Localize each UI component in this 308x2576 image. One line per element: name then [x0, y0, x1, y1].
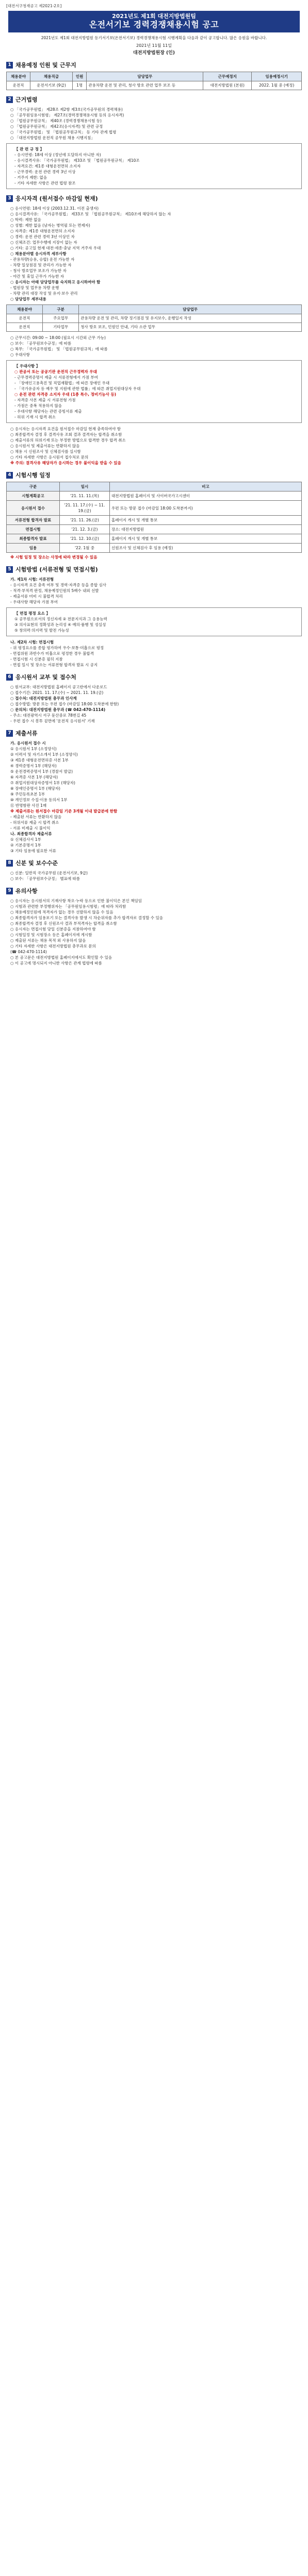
table-cell: 면접시험 [7, 525, 60, 534]
section-9 [6, 887, 302, 966]
box-title: 【 관 련 규 정 】 [14, 147, 44, 151]
body-line: ○ 응시자는 응시원서의 기재사항 착오·누락 등으로 인한 불이익은 본인 책임임 [10, 899, 142, 903]
table-cell: 운전직 [7, 314, 43, 323]
col-header: 채용직급 [30, 72, 73, 81]
box-line: ③ 의사표현의 정확성과 논리성 ④ 예의·품행 및 성실성 [14, 622, 106, 627]
doc-header-note: [대전서구청재공고 제2021-2호] [6, 4, 62, 8]
table-cell: 운전서기보 (9급) [30, 81, 73, 90]
col-header: 채용분야 [7, 305, 43, 314]
body-line: - 제출서류 미비 시 불합격 처리 [10, 594, 63, 599]
box-title: 【 면접 평정 요소 】 [14, 611, 50, 616]
body-line: ① 신체검사서 1부 [10, 837, 41, 842]
section-title: 응시원서 교부 및 접수처 [15, 674, 76, 681]
section-number: 8 [6, 860, 13, 867]
body-line: - 허위서류 제출 시 합격 취소 [10, 820, 59, 825]
box-line: - 우대사항 해당자는 관련 증빙서류 제출 [14, 409, 82, 414]
body-line: - 청사 방호업무 보조가 가능한 자 [10, 268, 67, 273]
box-title: 【 우대사항 】 [14, 364, 40, 368]
body-line: ○ 「국가공무원법」 제28조 제2항 제3호(국가공무원의 경력채용) [10, 107, 123, 112]
announcement-date: 2021년 11월 11일 [136, 43, 172, 48]
body-line: ○ 제출된 서류는 채용 목적 외 사용하지 않음 [10, 938, 86, 943]
section-title: 채용예정 인원 및 근무지 [15, 62, 76, 69]
body-line: ○ 우대사항 [10, 352, 30, 357]
box-line: - 가점은 중복 적용하지 않음 [14, 403, 62, 408]
body-line: - 면접시험 시 신분증 필히 지참 [10, 657, 63, 662]
body-line: ○ 원서교부: 대전지방법원 홈페이지 공고란에서 다운로드 [10, 685, 107, 689]
title-line-2: 온전서기보 경력경쟁채용시험 공고 [89, 20, 219, 29]
body-line: - 우대사항 해당자 가점 부여 [10, 600, 58, 604]
body-line: ○ 복무: 「국가공무원법」 및 「법원공무원규칙」에 따름 [10, 347, 108, 351]
table-cell: 주요업무 [43, 314, 79, 323]
section-number: 4 [6, 472, 13, 479]
table-row [7, 544, 302, 553]
table-cell: 대전지방법원 홈페이지 및 사이버국가고시센터 [110, 492, 302, 501]
section-title: 시험시행 일정 [15, 472, 51, 479]
table-cell: 운전직 [7, 81, 30, 90]
box-line: - 자격요건: 제1종 대형운전면허 소지자 [14, 164, 81, 168]
body-line: ○ 접수처: 대전지방법원 총무과 인사계 [10, 696, 77, 701]
body-line: ○ 신분: 일반직 국가공무원 (운전서기보, 9급) [10, 871, 88, 875]
body-line: ⑧ 장애인증명서 1부 (해당자) [10, 786, 60, 791]
body-line: ○ 본 공고문은 대전지방법원 홈페이지에서도 확인할 수 있음 [10, 955, 112, 960]
body-line: ○ 접수방법: 방문 또는 우편 접수 (마감일 18:00 도착분에 한함) [10, 702, 119, 706]
body-line: 가. 응시원서 접수 시 [10, 741, 46, 745]
table-row [7, 534, 302, 544]
table-row [7, 516, 302, 525]
body-line: ○ 「대전지방법원 운전직 공무원 채용 시행지침」 [10, 135, 95, 140]
body-line: ○ 채용예정인원에 적격자가 없는 경우 선발하지 않을 수 있음 [10, 910, 114, 914]
body-line: ⑨ 주민등록초본 1부 [10, 792, 45, 796]
table-cell: 관용차량 운전 및 관리, 청사 방호 관련 업무 보조 등 [87, 81, 203, 90]
recruitment-table [6, 72, 302, 90]
box-line: ⑤ 창의력·의지력 및 발전 가능성 [14, 628, 69, 633]
table-cell: '22. 1월 중 [60, 544, 110, 553]
section-4 [6, 471, 302, 560]
title-banner [8, 11, 300, 32]
body-line: - 주소: 대전광역시 서구 둔산중로 78번길 45 [10, 713, 87, 718]
section-number: 3 [6, 195, 13, 202]
table-cell: 관용차량 운전 및 관리, 차량 정기점검 및 유지보수, 운행일지 작성 [79, 314, 302, 323]
col-header: 일시 [60, 482, 110, 492]
body-line: ⑥ 자격증 사본 1부 (해당자) [10, 775, 58, 779]
body-line: - 법원장 및 업무용 차량 운행 [10, 285, 59, 290]
table-row [7, 501, 302, 516]
table-cell: 시험계획공고 [7, 492, 60, 501]
box-line: - 응시연령: 18세 이상 (정년에 도달하지 아니한 자) [14, 152, 101, 157]
body-line: - 면접 일시 및 장소는 서류전형 합격자 발표 시 공지 [10, 663, 98, 667]
box-line: - 「국가유공자 등 예우 및 지원에 관한 법률」에 따른 취업지원대상자 우대 [14, 386, 141, 391]
body-line: ○ 응시자는 면접시험 당일 신분증을 지참하여야 함 [10, 927, 96, 931]
body-line: 나. 최종합격자 제출서류 [10, 832, 52, 836]
body-line: ○ 보수: 「공무원보수규정」 별표에 따름 [10, 876, 80, 881]
body-line: - 면접위원 과반수가 미흡으로 평정한 경우 불합격 [10, 651, 94, 656]
body-line: ○ 담당업무 세부내용 [10, 297, 46, 301]
body-line: (☎ 042-470-1114) [10, 950, 47, 954]
body-line: ○ 최종합격자가 임용포기 또는 결격사유 발생 시 차순위자를 추가 합격자로 결정할 수 있음 [10, 916, 163, 920]
body-line: ○ 「국가공무원법」 및 「법원공무원규칙」 등 기타 관계 법령 [10, 130, 117, 134]
section-number: 6 [6, 674, 13, 681]
section-title: 제출서류 [15, 730, 38, 737]
col-header: 담당업무 [79, 305, 302, 314]
body-line: ○ 「법원공무원규칙」 제42조(응시자격) 및 관련 규정 [10, 124, 103, 129]
table-cell: 기타업무 [43, 323, 79, 332]
col-header: 비고 [110, 482, 302, 492]
table-cell: '21. 11. 26.(금) [60, 516, 110, 525]
table-cell: 홈페이지 게시 및 개별 통보 [110, 534, 302, 544]
body-line: ○ 보수: 「공무원보수규정」에 따름 [10, 341, 72, 346]
section-title: 응시자격 (원서접수 마감일 현재) [15, 195, 98, 202]
body-line: 나. 제2차 시험: 면접시험 [10, 640, 54, 645]
body-line: - 우편 접수 시 봉투 겉면에 '운전직 응시원서' 기재 [10, 719, 95, 723]
section-number: 2 [6, 96, 13, 103]
box-line: ○ 운전 관련 자격증 소지자 우대 (1종 특수, 정비기능사 등) [14, 392, 117, 397]
box-line: - 「장애인고용촉진 및 직업재활법」에 따른 장애인 우대 [14, 381, 110, 385]
table-cell: 1명 [72, 81, 87, 90]
table-cell: 최종합격자 발표 [7, 534, 60, 544]
body-line: ○ 자격증: 제1종 대형운전면허 소지자 [10, 229, 75, 233]
announcing-organization: 대전지방법원장 (인) [133, 50, 175, 56]
section-number: 5 [6, 566, 13, 573]
body-line: ○ 이 공고에 명시되지 아니한 사항은 관계 법령에 따름 [10, 961, 102, 965]
body-line: ※ 제출서류는 원서접수 마감일 기준 3개월 이내 발급분에 한함 [10, 809, 118, 814]
body-line: ② 기본증명서 1부 [10, 843, 41, 848]
table-cell: '21. 12. 10.(금) [60, 534, 110, 544]
body-line: ⑪ 반명함판 사진 1매 [10, 803, 47, 808]
body-line: ③ 제1종 대형운전면허증 사본 1부 [10, 758, 69, 762]
box-line: ① 공무원으로서의 정신자세 ② 전문지식과 그 응용능력 [14, 617, 107, 621]
table-cell: 응시원서 접수 [7, 501, 60, 516]
table-row [7, 525, 302, 534]
body-line: ○ 근무시간: 09:00 ~ 18:00 (필요시 시간외 근무 가능) [10, 335, 106, 340]
body-line: ○ 기타 자세한 사항은 응시원서 접수처로 문의 [10, 455, 89, 460]
body-line: - 관용차량(승용, 승합) 운전 가능한 자 [10, 257, 75, 262]
qualification-box [6, 143, 302, 189]
section-1 [6, 61, 302, 90]
body-line: - 서류 미제출 시 불이익 [10, 826, 51, 831]
table-cell: '21. 11. 11.(목) [60, 492, 110, 501]
table-cell: 청사 방호 보조, 민원인 안내, 기타 소관 업무 [79, 323, 302, 332]
section-7 [6, 729, 302, 854]
body-line: ○ 응시결격사유: 「국가공무원법」 제33조 및 「법원공무원규칙」 제10조에 해당하지 않는 자 [10, 212, 171, 216]
col-header: 근무예정지 [203, 72, 252, 81]
section-3 [6, 194, 302, 466]
body-line: ○ 접수기간: 2021. 11. 17.(수) ~ 2021. 11. 19.(금) [10, 690, 104, 695]
body-line: ※ 주의: 결격사유 해당자가 응시하는 경우 불이익을 받을 수 있음 [10, 461, 121, 465]
body-line: ○ 최종합격자 결정 후 신원조사 결과 부적격자는 합격을 취소함 [10, 921, 117, 926]
body-line: ○ 최종합격자 결정 후 결격사유 조회 결과 결격자는 합격을 취소함 [10, 432, 122, 437]
schedule-note: ※ 시험 일정 및 장소는 사정에 따라 변경될 수 있음 [10, 555, 98, 560]
body-line: ⑤ 운전경력증명서 1부 (경찰서 발급) [10, 769, 73, 774]
body-line: ○ 기타 자세한 사항은 대전지방법원 총무과로 문의 [10, 944, 96, 948]
body-line: - 야간 및 휴일 근무가 가능한 자 [10, 274, 64, 279]
title-line-1: 2021년도 제1회 대전지방법원팀 [112, 13, 196, 20]
table-cell: '21. 12. 3.(금) [60, 525, 110, 534]
body-line: ○ 응시연령: 18세 이상 (2003.12.31. 이전 출생자) [10, 206, 99, 211]
body-line: - 차량 일상점검 및 관리가 가능한 자 [10, 263, 72, 267]
body-line: ⑩ 개인정보 수집·이용 동의서 1부 [10, 798, 68, 802]
body-line: ○ 응시자는 아래 담당업무를 숙지하고 응시하여야 함 [10, 280, 101, 284]
body-line: - 제출된 서류는 반환하지 않음 [10, 815, 62, 819]
body-line: ⑦ 취업지원대상자증명서 1부 (해당자) [10, 781, 75, 785]
body-line: ○ 응시자는 응시자격 요건을 원서접수 마감일 현재 충족하여야 함 [10, 427, 121, 431]
body-line: ② 이력서 및 자기소개서 1부 (소정양식) [10, 752, 78, 757]
section-5 [6, 565, 302, 668]
body-line: ○ 성별: 제한 없음 (남자는 병역필 또는 면제자) [10, 223, 90, 228]
body-line: ○ 시험과 관련한 부정행위자는 「공무원임용시험령」에 따라 처리함 [10, 904, 126, 909]
body-line: - 응시자격 요건 충족 여부 및 경력·자격증 등을 종합 심사 [10, 583, 106, 587]
section-number: 9 [6, 888, 13, 894]
col-header: 구분 [7, 482, 60, 492]
table-cell: 홈페이지 게시 및 개별 통보 [110, 516, 302, 525]
table-row [7, 323, 302, 332]
box-line: - 거주지 제한: 없음 [14, 175, 47, 180]
body-line: ① 응시원서 1부 (소정양식) [10, 747, 57, 751]
section-title: 근거법령 [15, 96, 38, 103]
col-header: 담당업무 [87, 72, 203, 81]
box-line: - 근무경력: 운전 관련 경력 3년 이상 [14, 170, 76, 174]
box-line: - 허위 기재 시 합격 취소 [14, 415, 56, 419]
col-header: 인원 [72, 72, 87, 81]
table-cell: 우편 또는 방문 접수 (마감일 18:00 도착분까지) [110, 501, 302, 516]
section-title: 신분 및 보수수준 [15, 860, 58, 867]
col-header: 구분 [43, 305, 79, 314]
preference-box [6, 360, 302, 423]
section-number: 7 [6, 730, 13, 737]
box-line: - 기타 자세한 사항은 관련 법령 참조 [14, 181, 76, 185]
section-title: 시험방법 (서류전형 및 면접시험) [15, 566, 98, 573]
table-row [7, 314, 302, 323]
body-line: ○ 채용 시 신원조사 및 신체검사를 실시함 [10, 449, 81, 454]
section-number: 1 [6, 62, 13, 69]
box-line: - 근무경력증명서 제출 시 서류전형에서 가점 부여 [14, 375, 98, 380]
section-title: 유의사항 [15, 888, 38, 894]
body-line: ○ 시험일정 및 시험장소 등은 홈페이지에 게시함 [10, 933, 92, 937]
table-cell: 운전직 [7, 323, 43, 332]
body-line: ○ 기타: 공고일 현재 대전·세종·충남 지역 거주자 우대 [10, 246, 101, 250]
body-line: ○ 제출서류의 허위기재 또는 부정한 방법으로 합격한 경우 합격 취소 [10, 438, 126, 443]
body-line: ○ 문의처: 대전지방법원 총무과 (☎ 042-470-1114) [10, 707, 106, 712]
box-line: ○ 관공서 또는 공공기관 운전직 근무경력자 우대 [14, 369, 97, 374]
section-6 [6, 673, 302, 724]
box-line: - 응시결격사유: 「국가공무원법」 제33조 및 「법원공무원규칙」 제10조 [14, 158, 140, 163]
table-cell: 신원조사 및 신체검사 후 임용 (예정) [110, 544, 302, 553]
essay-topic-box [6, 607, 302, 636]
body-line: ○ 경력: 운전 관련 경력 3년 이상인 자 [10, 234, 75, 239]
table-cell: 대전지방법원 (본원) [203, 81, 252, 90]
col-header: 임용예정시기 [252, 72, 302, 81]
table-cell: 임용 [7, 544, 60, 553]
section-2 [6, 95, 302, 189]
table-row [7, 81, 302, 90]
body-line: 가. 제1차 시험: 서류전형 [10, 577, 54, 582]
body-line: ○ 채용분야별 응시자격 세부사항 [10, 251, 67, 256]
table-row [7, 492, 302, 501]
duty-table [6, 304, 302, 332]
col-header: 채용분야 [7, 72, 30, 81]
section-8 [6, 859, 302, 882]
table-cell: 장소: 대전지방법원 [110, 525, 302, 534]
schedule-table [6, 482, 302, 553]
body-line: ○ 「공무원임용시험령」 제27조(경력경쟁채용시험 등의 응시자격) [10, 113, 124, 117]
table-cell: 서류전형 합격자 발표 [7, 516, 60, 525]
body-line: - 차량 관리 대장 작성 및 유지·보수 관리 [10, 291, 78, 296]
body-line: ○ 신체조건: 업무수행에 지장이 없는 자 [10, 240, 77, 245]
body-line: - 위 평정요소를 종합 평가하여 우수·보통·미흡으로 평정 [10, 646, 104, 650]
intro-text: 2021년도 제1회 대전지방법원 등기서기보(온전서기보) 경력경쟁채용시험 시행계획을 다음과 같이 공고합니다. 많은 응원을 바랍니다. [41, 36, 267, 40]
body-line: ○ 학력: 제한 없음 [10, 217, 41, 222]
body-line: ③ 기타 임용에 필요한 서류 [10, 849, 56, 853]
body-line: ○ 「법원공무원규칙」 제40조 (경력경쟁채용시험 등) [10, 118, 102, 123]
table-cell: 2022. 1월 중 (예정) [252, 81, 302, 90]
body-line: ○ 응시원서 및 제출서류는 반환하지 않음 [10, 444, 80, 448]
box-line: - 자격증 사본 제출 시 서류전형 가점 [14, 398, 76, 402]
table-cell: '21. 11. 17.(수) ~ 11. 19.(금) [60, 501, 110, 516]
body-line: ④ 경력증명서 1부 (해당자) [10, 764, 57, 768]
body-line: - 적격·부적격 판정, 채용예정인원의 5배수 내외 선발 [10, 588, 99, 593]
